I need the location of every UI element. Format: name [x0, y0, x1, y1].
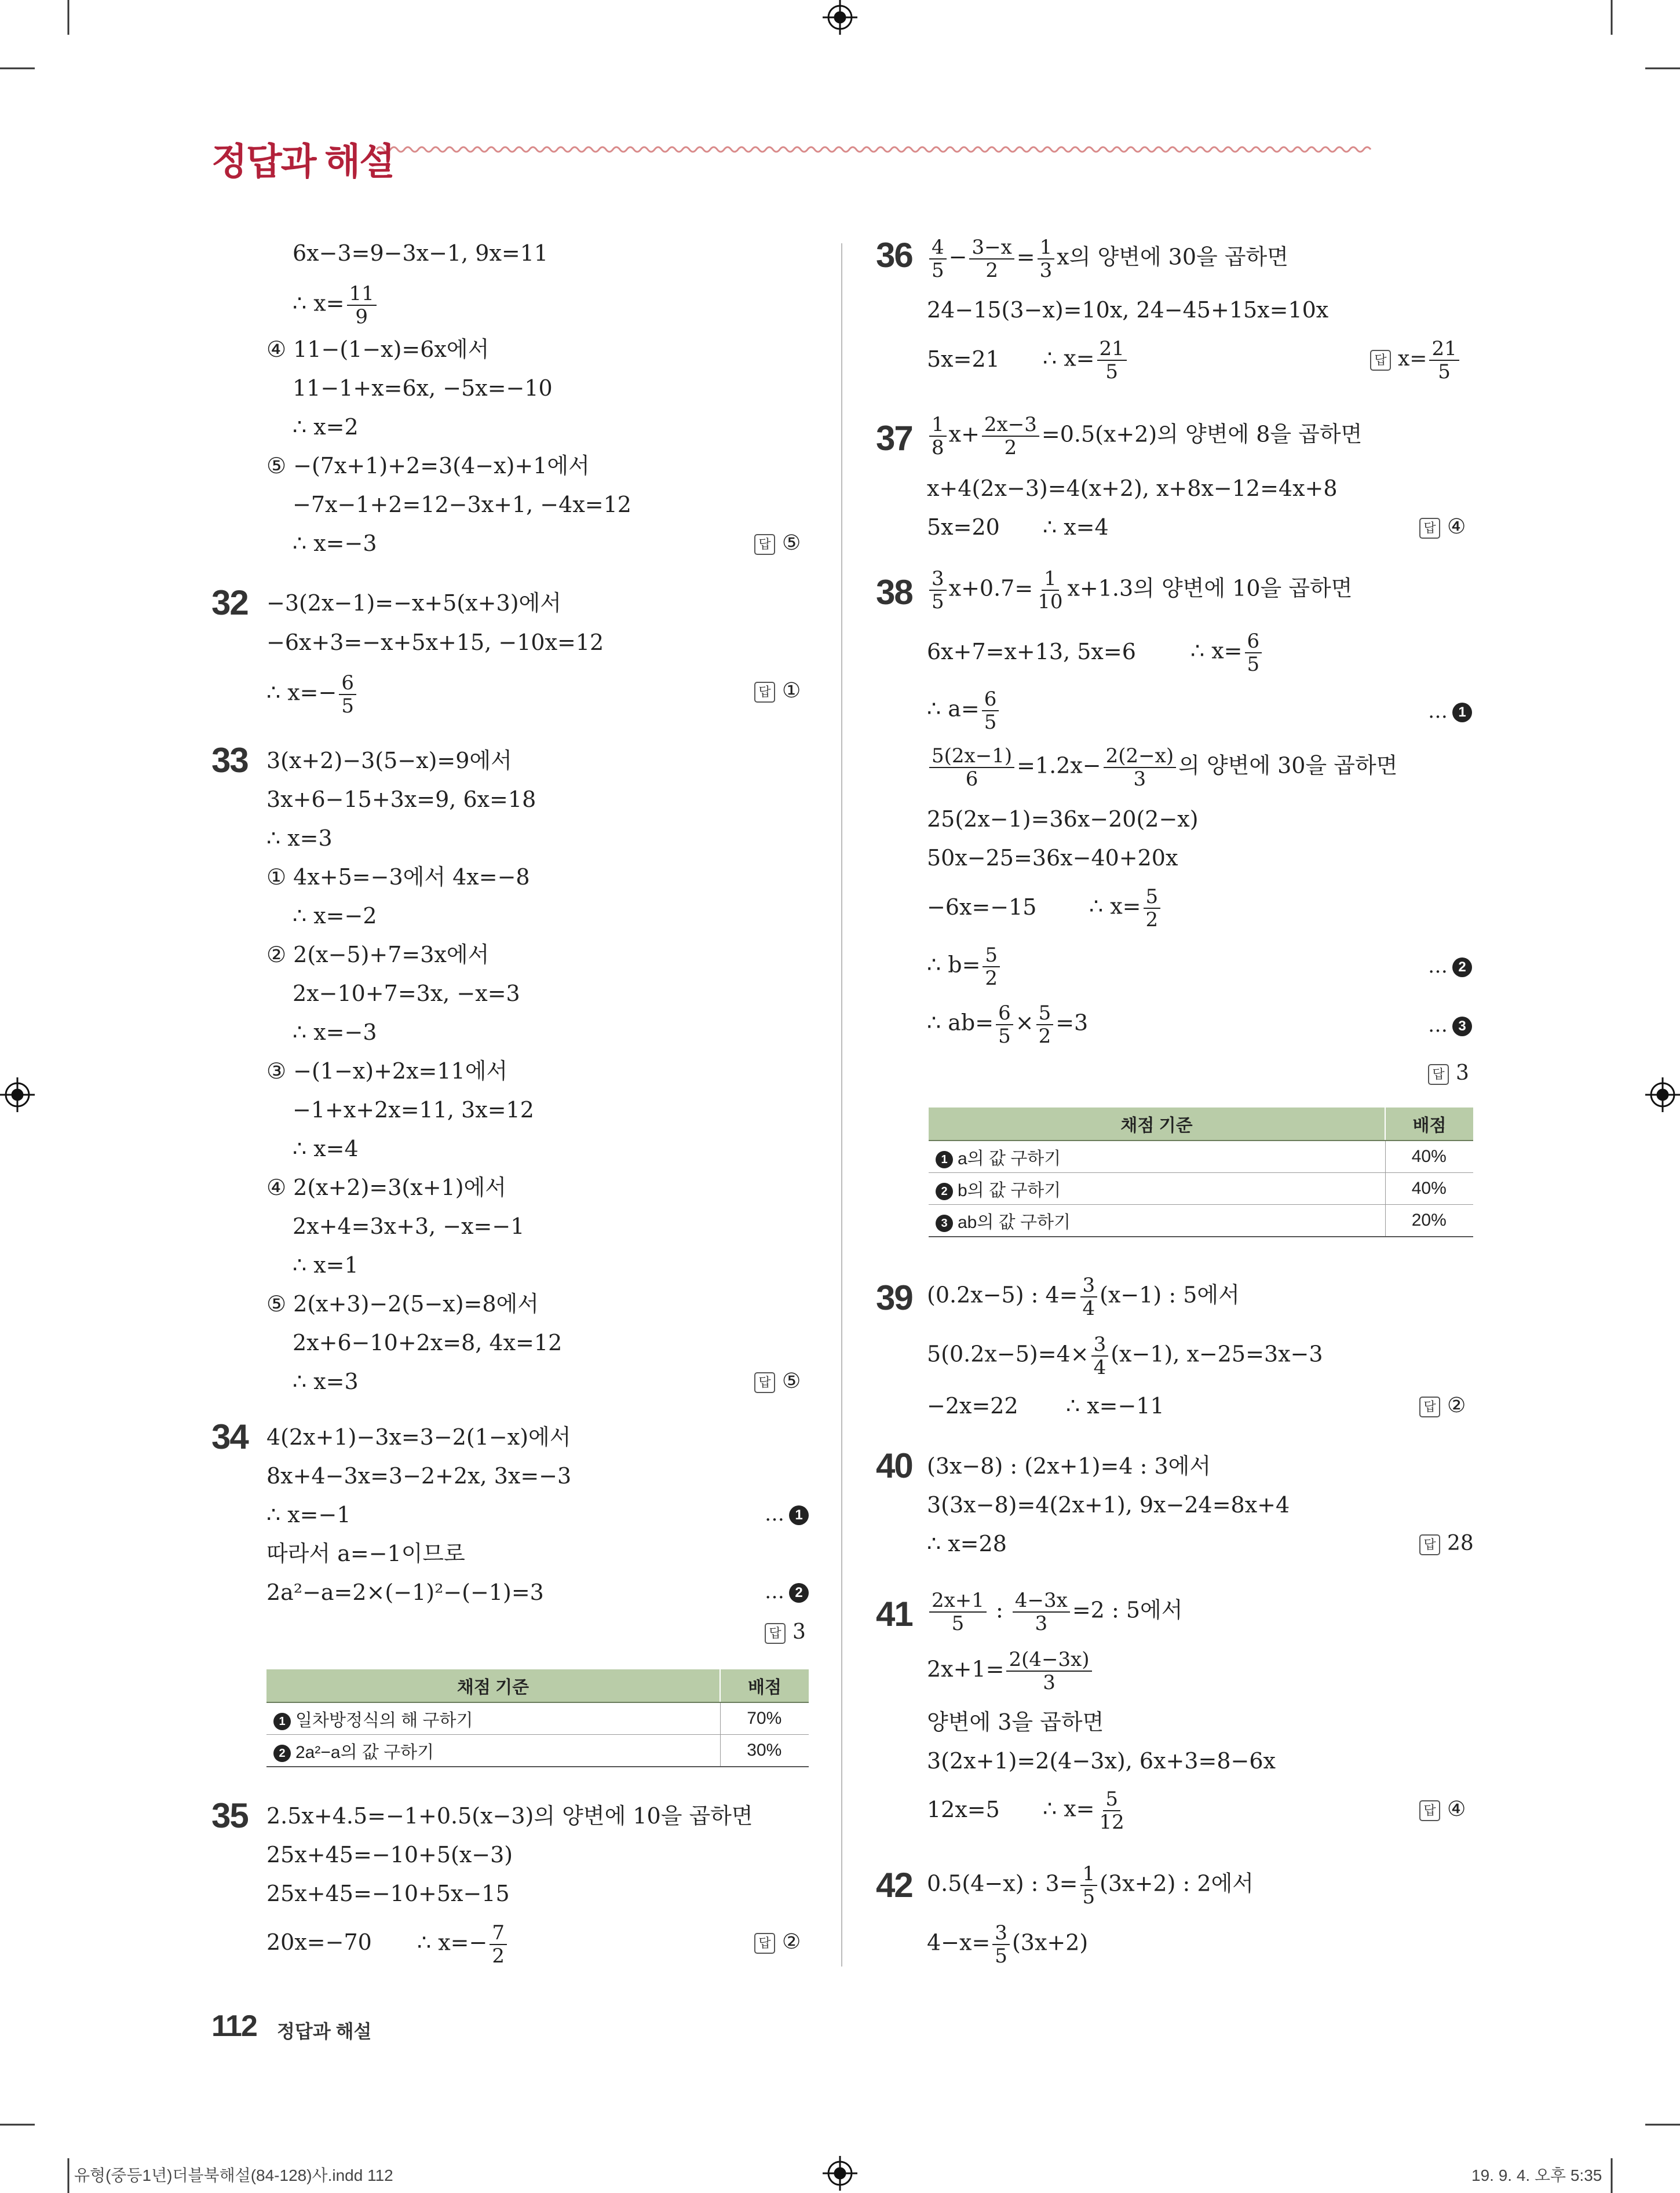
file-info: 유형(중등1년)더블북해설(84-128)사.indd 112 [74, 2166, 393, 2184]
answer-tag: 답 [1419, 1534, 1440, 1555]
question-number: 37 [876, 419, 912, 458]
answer-tag: 답 [1370, 350, 1391, 371]
solution-line: −6x+3=−x+5x+15, −10x=12 [266, 630, 604, 655]
solution-line: (0.2x−5) : 4= $\frac{3}{4}$ (x−1) : 5에서 [927, 1274, 1240, 1320]
question-number: 32 [211, 583, 248, 622]
rubric-header-score: 배점 [720, 1669, 809, 1702]
solution-line: 양변에 3을 곱하면 [927, 1709, 1104, 1735]
question-number: 34 [211, 1417, 248, 1456]
solution-line: 따라서 a=−1이므로 [266, 1541, 465, 1566]
rubric-row: 2 b의 값 구하기 40% [929, 1173, 1473, 1205]
registration-mark-top [823, 0, 857, 35]
answer: 답 3 [765, 1619, 806, 1646]
rubric-row: 2 2a²−a의 값 구하기 30% [266, 1735, 809, 1767]
solution-line: 25x+45=−10+5(x−3) [266, 1842, 513, 1867]
solution-line: −1+x+2x=11, 3x=12 [293, 1097, 534, 1123]
solution-line: −6x=−15 [927, 894, 1037, 920]
registration-mark-right [1645, 1077, 1680, 1112]
solution-line: ∴ x= $\frac{6}{5}$ [1190, 630, 1264, 675]
solution-line: (3x−8) : (2x+1)=4 : 3에서 [927, 1453, 1211, 1479]
rubric-header-criteria: 채점 기준 [266, 1669, 720, 1702]
solution-line: ∴ x=1 [293, 1252, 359, 1278]
solution-line: $\frac{5(2x-1)}{6}$ =1.2x− $\frac{2(2-x)}{3}$ 의 양변에 30을 곱하면 [927, 745, 1397, 790]
solution-line: 0.5(4−x) : 3= $\frac{1}{5}$ (3x+2) : 2에서 [927, 1862, 1254, 1909]
solution-line: 11−1+x=6x, −5x=−10 [293, 375, 553, 401]
solution-line: 3(3x−8)=4(2x+1), 9x−24=8x+4 [927, 1492, 1290, 1518]
solution-line: ∴ x=4 [1043, 514, 1109, 540]
answer-tag: 답 [754, 682, 775, 703]
answer: 답 ⑤ [754, 530, 801, 557]
solution-line: ∴ b= $\frac{5}{2}$ [927, 944, 1002, 989]
solution-line: −7x−1+2=12−3x+1, −4x=12 [293, 492, 631, 517]
solution-line: ∴ x=−3 [293, 1019, 377, 1045]
solution-line: ∴ x=−3 [293, 531, 377, 556]
solution-line: 2a²−a=2×(−1)²−(−1)=3 [266, 1580, 544, 1605]
step-marker: … 2 [1428, 955, 1472, 978]
timestamp: 19. 9. 4. 오후 5:35 [1471, 2166, 1602, 2184]
answer-tag: 답 [754, 534, 775, 555]
solution-line: ∴ x= $\frac{21}{5}$ [1043, 338, 1129, 383]
solution-line: $\frac{2x+1}{5}$ : $\frac{4-3x}{3}$ =2 : 5에서 [927, 1589, 1182, 1635]
solution-line: 8x+4−3x=3−2+2x, 3x=−3 [266, 1463, 572, 1489]
answer: 답 28 [1419, 1530, 1474, 1557]
registration-mark-left [0, 1077, 35, 1112]
scoring-rubric-table [929, 1108, 1473, 1237]
answer: 답 ② [754, 1929, 801, 1956]
solution-line: ① 4x+5=−3에서 4x=−8 [266, 864, 530, 890]
solution-line: ∴ x=− $\frac{6}{5}$ [266, 672, 359, 717]
solution-line: 6x+7=x+13, 5x=6 [927, 639, 1136, 664]
solution-line: 24−15(3−x)=10x, 24−45+15x=10x [927, 297, 1329, 323]
header-wave-line [377, 147, 1371, 152]
solution-line: ∴ x=−11 [1066, 1393, 1164, 1419]
page-label: 정답과 해설 [277, 2021, 372, 2042]
step-marker: … 1 [1428, 700, 1472, 723]
solution-line: 2x+1= $\frac{2(4-3x)}{3}$ [927, 1649, 1094, 1694]
step-marker: … 2 [765, 1580, 809, 1603]
answer-tag: 답 [1428, 1064, 1449, 1085]
question-number: 42 [876, 1866, 912, 1905]
solution-line: ∴ x=4 [293, 1136, 359, 1161]
question-number: 38 [876, 573, 912, 612]
solution-line: 6x−3=9−3x−1, 9x=11 [293, 240, 549, 266]
solution-line: ∴ x= $\frac{5}{2}$ [1089, 886, 1163, 931]
solution-line: 20x=−70 [266, 1929, 372, 1955]
solution-line: 25x+45=−10+5x−15 [266, 1881, 510, 1906]
solution-line: ∴ x=3 [293, 1369, 359, 1394]
rubric-header-score: 배점 [1385, 1108, 1473, 1141]
answer: 답 ② [1419, 1392, 1466, 1419]
answer-tag: 답 [1419, 1397, 1440, 1417]
scoring-rubric-table [266, 1669, 809, 1767]
solution-line: 5x=20 [927, 514, 1000, 540]
solution-line: $\frac{4}{5}$ − $\frac{3-x}{2}$ = $\frac{1}{3}$ x의 양변에 30을 곱하면 [927, 236, 1288, 282]
solution-line: ③ −(1−x)+2x=11에서 [266, 1058, 508, 1084]
step-marker: … 3 [1428, 1014, 1472, 1037]
question-number: 39 [876, 1278, 912, 1317]
rubric-row: 1 a의 값 구하기 40% [929, 1141, 1473, 1173]
question-number: 41 [876, 1595, 912, 1633]
step-marker: … 1 [765, 1503, 809, 1526]
solution-line: 3(x+2)−3(5−x)=9에서 [266, 748, 512, 773]
solution-line: 12x=5 [927, 1797, 1000, 1822]
question-number: 33 [211, 741, 248, 780]
solution-line: 4−x= $\frac{3}{5}$ (3x+2) [927, 1921, 1089, 1968]
solution-line: 5x=21 [927, 346, 1000, 372]
answer-tag: 답 [754, 1933, 775, 1954]
solution-line: 2x−10+7=3x, −x=3 [293, 981, 520, 1006]
answer: 답 ④ [1419, 1796, 1466, 1823]
solution-line: ⑤ −(7x+1)+2=3(4−x)+1에서 [266, 453, 590, 478]
solution-line: $\frac{3}{5}$ x+0.7= $\frac{1}{10}$ x+1.3의 양변에 10을 곱하면 [927, 568, 1352, 613]
answer: 답 3 [1428, 1060, 1469, 1087]
solution-line: 3x+6−15+3x=9, 6x=18 [266, 787, 536, 812]
page-header-title: 정답과 해설 [211, 141, 394, 182]
solution-line: $\frac{1}{8}$ x+ $\frac{2x-3}{2}$ =0.5(x+2)의 양변에 8을 곱하면 [927, 414, 1362, 459]
question-number: 40 [876, 1446, 912, 1485]
solution-line: −2x=22 [927, 1393, 1018, 1419]
solution-line: x+4(2x−3)=4(x+2), x+8x−12=4x+8 [927, 476, 1338, 501]
solution-line: ∴ x=−2 [293, 903, 377, 929]
solution-line: ∴ x=28 [927, 1531, 1007, 1556]
answer: 답 ⑤ [754, 1368, 801, 1395]
question-number: 35 [211, 1796, 248, 1835]
rubric-row: 1 일차방정식의 해 구하기 70% [266, 1702, 809, 1735]
solution-line: ∴ a= $\frac{6}{5}$ [927, 688, 1001, 733]
rubric-header-criteria: 채점 기준 [929, 1108, 1385, 1141]
solution-line: ∴ x= $\frac{11}{9}$ [293, 283, 379, 328]
solution-line: ∴ x=−1 [266, 1502, 351, 1527]
answer: 답 x= $\frac{21}{5}$ [1370, 338, 1462, 383]
solution-line: 2.5x+4.5=−1+0.5(x−3)의 양변에 10을 곱하면 [266, 1803, 753, 1829]
solution-line: 4(2x+1)−3x=3−2(1−x)에서 [266, 1424, 571, 1450]
solution-line: −3(2x−1)=−x+5(x+3)에서 [266, 590, 561, 616]
solution-line: ∴ x=− $\frac{7}{2}$ [417, 1922, 509, 1967]
solution-line: 2x+6−10+2x=8, 4x=12 [293, 1330, 563, 1355]
solution-line: ∴ x= $\frac{5}{12}$ [1043, 1788, 1124, 1834]
answer-tag: 답 [1419, 1800, 1440, 1821]
question-number: 36 [876, 236, 912, 275]
solution-line: ∴ x=2 [293, 414, 359, 440]
answer-tag: 답 [1419, 518, 1440, 539]
solution-line: ∴ x=3 [266, 825, 333, 851]
solution-line: ⑤ 2(x+3)−2(5−x)=8에서 [266, 1291, 539, 1317]
answer-tag: 답 [765, 1623, 786, 1644]
solution-line: 2x+4=3x+3, −x=−1 [293, 1214, 525, 1239]
answer: 답 ① [754, 678, 801, 704]
solution-line: 5(0.2x−5)=4× $\frac{3}{4}$ (x−1), x−25=3x−3 [927, 1333, 1323, 1379]
solution-line: ④ 11−(1−x)=6x에서 [266, 337, 490, 362]
solution-line: 50x−25=36x−40+20x [927, 845, 1178, 871]
answer-tag: 답 [754, 1372, 775, 1393]
solution-line: ④ 2(x+2)=3(x+1)에서 [266, 1175, 506, 1200]
answer: 답 ④ [1419, 514, 1466, 540]
rubric-row: 3 ab의 값 구하기 20% [929, 1205, 1473, 1237]
solution-line: ∴ ab= $\frac{6}{5}$ × $\frac{5}{2}$ =3 [927, 1002, 1089, 1048]
solution-line: 3(2x+1)=2(4−3x), 6x+3=8−6x [927, 1748, 1276, 1774]
solution-line: 25(2x−1)=36x−20(2−x) [927, 806, 1199, 832]
page-number: 112 [211, 2009, 257, 2043]
solution-line: ② 2(x−5)+7=3x에서 [266, 942, 490, 967]
registration-mark-bottom [823, 2156, 857, 2191]
